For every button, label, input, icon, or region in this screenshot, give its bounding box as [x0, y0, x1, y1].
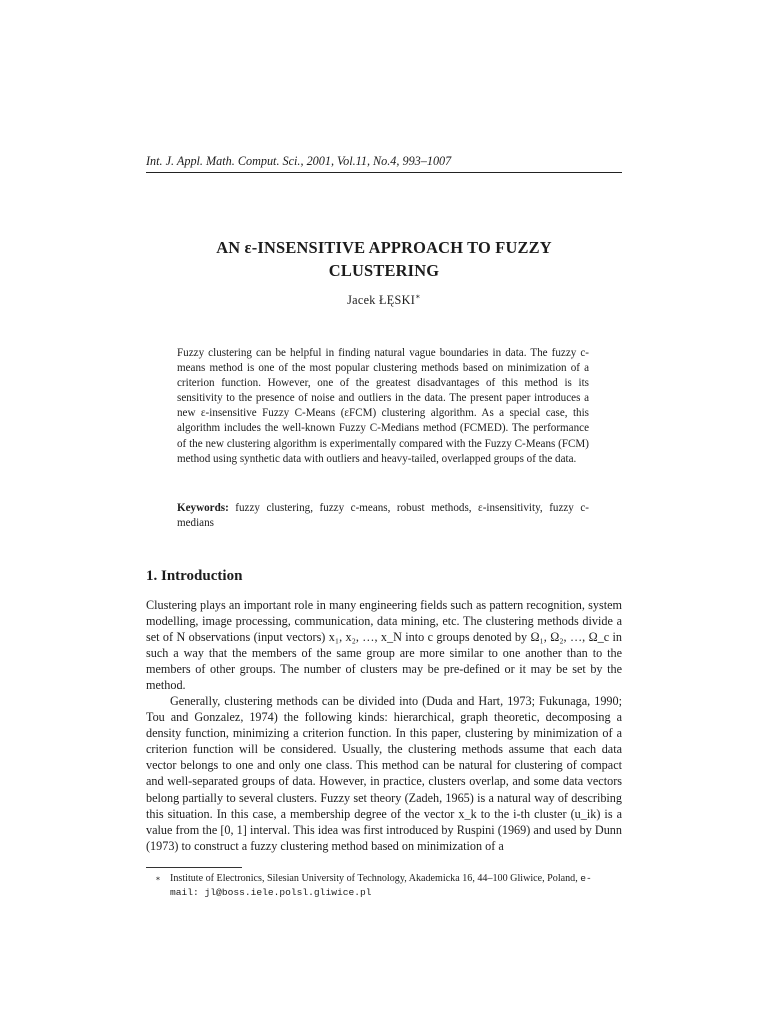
abstract: Fuzzy clustering can be helpful in finding natural vague boundaries in data. The fuzzy c-means method is one of the most popular clustering methods based on minimization of a criterion function. However, one of the greatest disadvantages of this method is its sensitivity to the presence of noise and outliers in the data. The present paper introduces a new ε-insensitive Fuzzy C-Means (εFCM) clustering algorithm. As a special case, this algorithm includes the well-known Fuzzy C-Medians method (FCMED). The performance of the new clustering algorithm is experimentally compared with the Fuzzy C-Means (FCM) method using synthetic data with outliers and heavy-tailed, overlapped groups of the data. — [177, 347, 589, 465]
paper-title-line-1: AN ε-INSENSITIVE APPROACH TO FUZZY — [216, 238, 552, 257]
body-paragraph-2: Generally, clustering methods can be divided into (Duda and Hart, 1973; Fukunaga, 1990; Tou and Gonzalez, 1974) the following kinds: hierarchical, graph theoretic, decomposing a density function, minimizing a criterion function. In this paper, clustering by minimization of a criterion function will be considered. Usually, the clustering methods assume that each data vector belongs to one and only one class. This method can be natural for clustering of compact and well-separated groups of data. However, in practice, clusters overlap, and some data vectors belong partially to several clusters. Fuzzy set theory (Zadeh, 1965) is a natural way of describing this situation. In this case, a membership degree of the vector x_k to the i-th cluster (u_ik) is a value from the [0, 1] interval. This idea was first introduced by Ruspini (1969) and used by Dunn (1973) to construct a fuzzy clustering method based on minimization of a — [146, 694, 622, 853]
author-footnote-mark: ∗ — [415, 292, 421, 301]
footnote-email: e-mail: jl@boss.iele.polsl.gliwice.pl — [170, 873, 592, 898]
author-name: Jacek ŁĘSKI — [347, 293, 416, 308]
section-heading: 1. Introduction — [146, 568, 243, 584]
keywords-label: Keywords: — [177, 502, 229, 514]
footnote — [146, 872, 622, 900]
footnote-mark: ∗ — [155, 874, 161, 883]
footnote-body — [170, 872, 618, 900]
author — [146, 292, 622, 308]
paper-title — [146, 236, 622, 282]
header-rule — [146, 172, 622, 173]
body-paragraph-1: Clustering plays an important role in many engineering fields such as pattern recognition, system modelling, image processing, communication, data mining, etc. The clustering methods divide a set of N observations (input vectors) x₁, x₂, …, x_N into c groups denoted by Ω₁, Ω₂, …, Ω_c in such a way that the members of the same group are more similar to one another than to the members of other groups. The number of clusters may be pre-defined or it may be set by the method. — [146, 598, 622, 693]
keywords-text: fuzzy clustering, fuzzy c-means, robust methods, ε-insensitivity, fuzzy c-medians — [177, 502, 589, 530]
footnote-rule — [146, 867, 242, 868]
keywords — [177, 501, 589, 531]
journal-citation: Int. J. Appl. Math. Comput. Sci., 2001, Vol.11, No.4, 993–1007 — [146, 154, 452, 168]
footnote-text: Institute of Electronics, Silesian University of Technology, Akademicka 16, 44–100 Gliwice, Poland, — [170, 873, 578, 884]
paper-title-line-2: CLUSTERING — [328, 261, 440, 280]
